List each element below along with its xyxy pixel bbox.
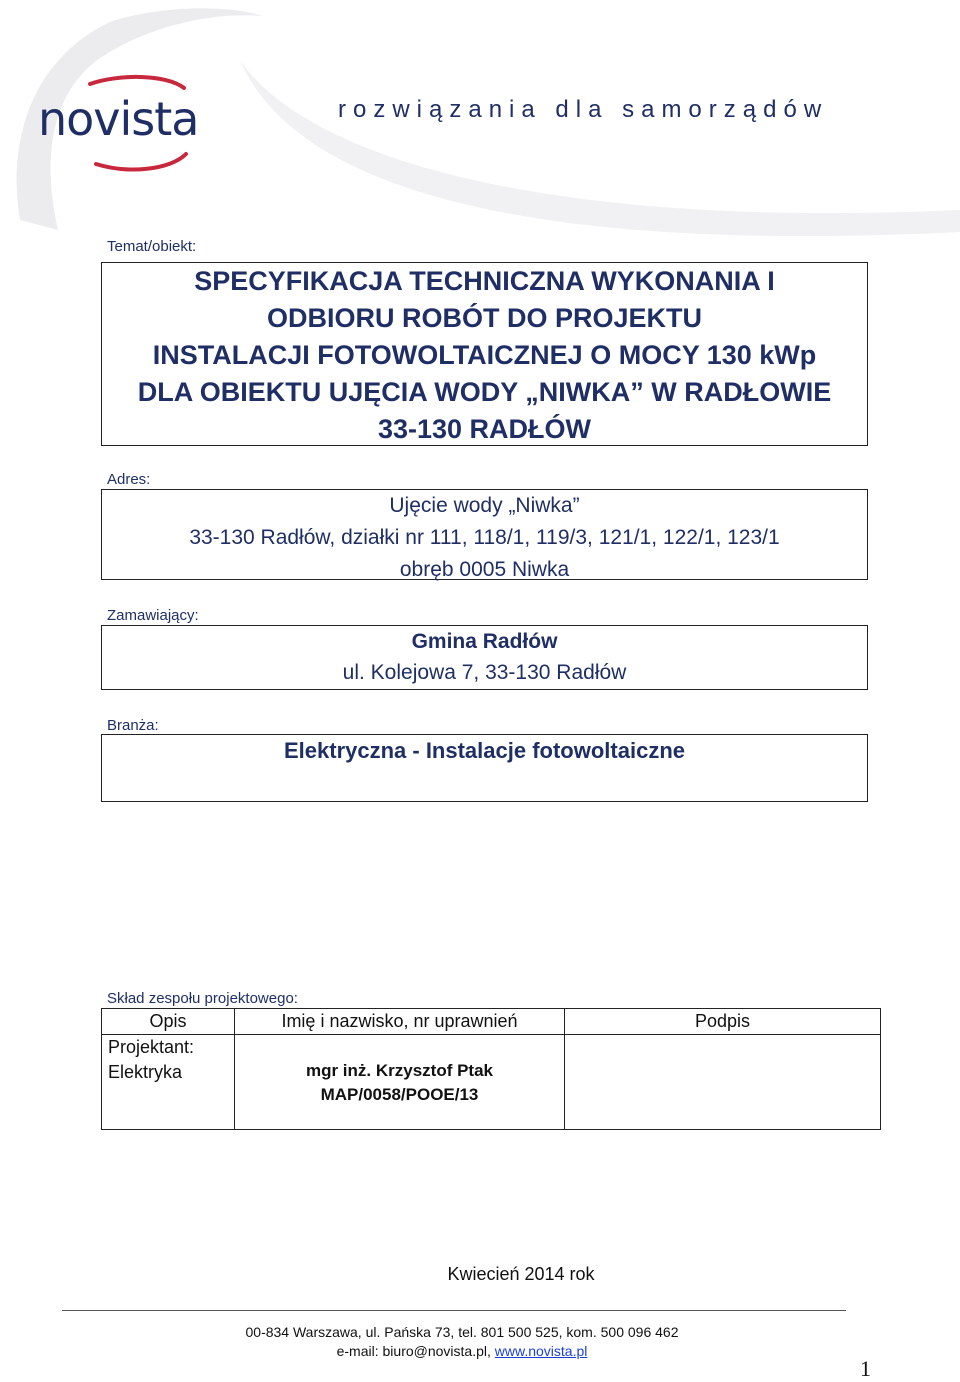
team-table xyxy=(101,1008,881,1130)
client-box xyxy=(101,625,868,690)
footer-website-link[interactable]: www.novista.pl xyxy=(494,1343,588,1359)
client-street: ul. Kolejowa 7, 33-130 Radłów xyxy=(342,661,627,684)
address-label: Adres: xyxy=(107,471,151,488)
topic-label: Temat/obiekt: xyxy=(107,238,197,255)
team-row xyxy=(102,1035,881,1130)
logo-wordmark: novista xyxy=(38,92,199,146)
header-name-license: Imię i nazwisko, nr uprawnień xyxy=(235,1009,565,1035)
signature-cell xyxy=(565,1035,881,1130)
topic-box xyxy=(101,262,868,446)
tagline: rozwiązania dla samorządów xyxy=(338,96,829,123)
address-line-1: Ujęcie wody „Niwka” xyxy=(389,494,580,517)
role-line-1: Projektant: xyxy=(108,1037,195,1057)
person-name: mgr inż. Krzysztof Ptak xyxy=(305,1061,494,1080)
topic-line-5: 33-130 RADŁÓW xyxy=(377,414,592,444)
address-text xyxy=(102,490,867,586)
novista-logo xyxy=(38,70,228,180)
header-description: Opis xyxy=(102,1009,235,1035)
person-license: MAP/0058/POOE/13 xyxy=(320,1085,479,1104)
team-label: Skład zespołu projektowego: xyxy=(107,990,298,1007)
address-box xyxy=(101,489,868,580)
client-text xyxy=(102,626,867,688)
header-signature: Podpis xyxy=(565,1009,881,1035)
role-cell xyxy=(102,1035,235,1130)
client-label: Zamawiający: xyxy=(107,607,199,624)
footer-contact xyxy=(0,1343,924,1359)
topic-line-1: SPECYFIKACJA TECHNICZNA WYKONANIA I xyxy=(194,266,775,296)
topic-line-3: INSTALACJI FOTOWOLTAICZNEJ O MOCY 130 kWp xyxy=(152,340,817,370)
address-line-2: 33-130 Radłów, działki nr 111, 118/1, 119/3, 121/1, 122/1, 123/1 xyxy=(189,526,780,549)
document-date: Kwiecień 2014 rok xyxy=(447,1264,595,1284)
topic-title xyxy=(102,263,867,448)
role-line-2: Elektryka xyxy=(108,1062,183,1082)
page-number: 1 xyxy=(860,1356,871,1381)
person-cell xyxy=(235,1035,565,1130)
topic-line-2: ODBIORU ROBÓT DO PROJEKTU xyxy=(266,303,703,333)
branch-label: Branża: xyxy=(107,717,159,734)
footer-email: e-mail: biuro@novista.pl, xyxy=(336,1343,495,1359)
branch-value: Elektryczna - Instalacje fotowoltaiczne xyxy=(283,738,685,763)
branch-box xyxy=(101,734,868,802)
address-line-3: obręb 0005 Niwka xyxy=(399,558,570,581)
team-header-row xyxy=(102,1009,881,1035)
footer-divider xyxy=(62,1310,846,1311)
footer-address: 00-834 Warszawa, ul. Pańska 73, tel. 801 500 525, kom. 500 096 462 xyxy=(245,1324,679,1340)
client-name: Gmina Radłów xyxy=(411,630,558,653)
topic-line-4: DLA OBIEKTU UJĘCIA WODY „NIWKA” W RADŁOWIE xyxy=(137,377,832,407)
